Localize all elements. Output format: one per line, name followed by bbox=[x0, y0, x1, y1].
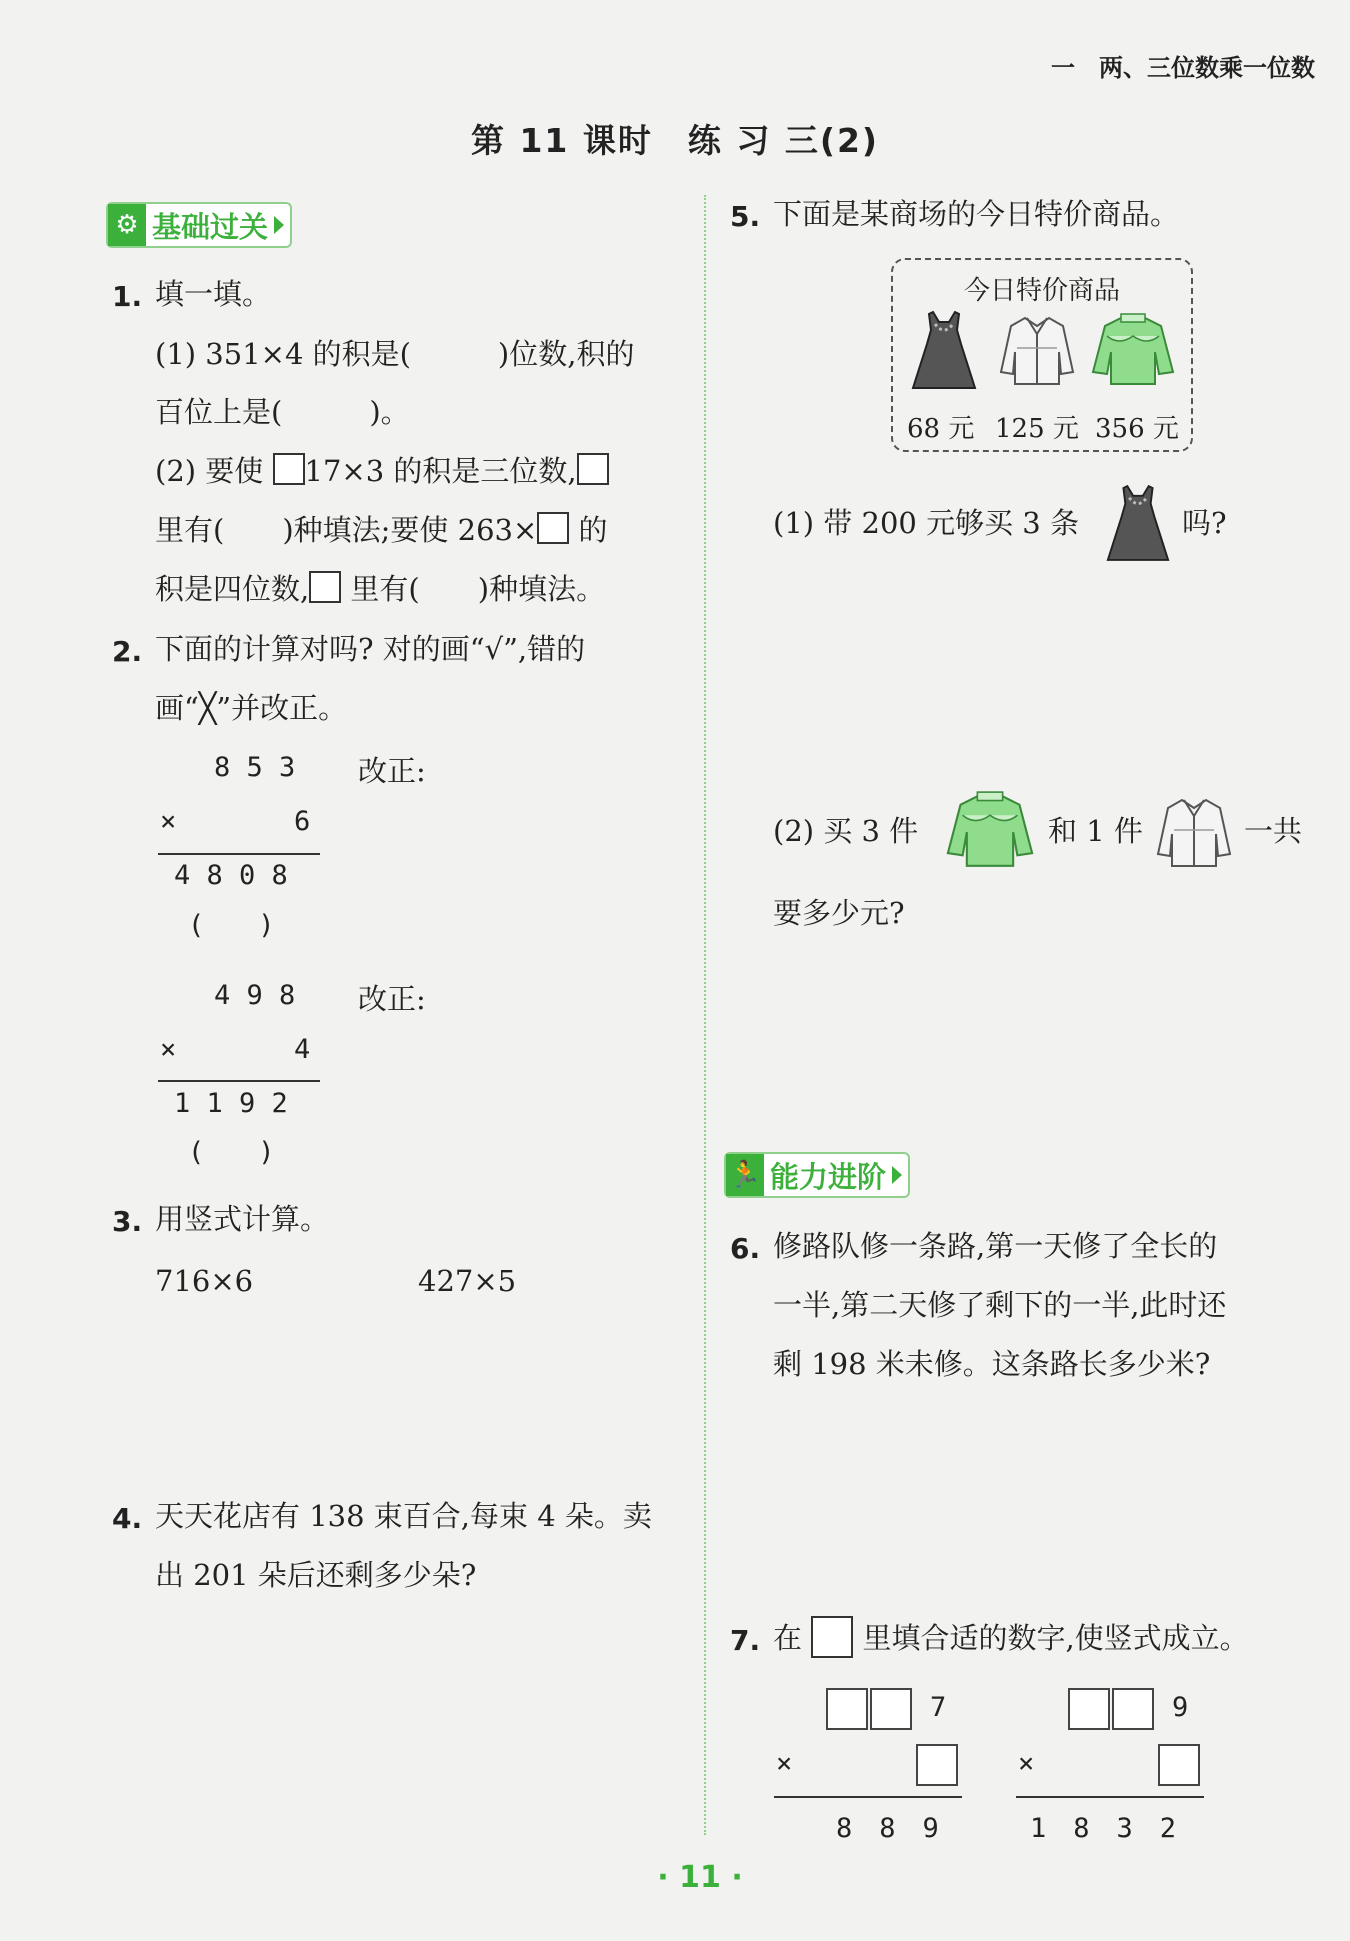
q5-text: 下面是某商场的今日特价商品。 bbox=[773, 197, 1180, 231]
q6-line1: 修路队修一条路,第一天修了全长的 bbox=[773, 1229, 1218, 1263]
calc1-judge[interactable]: ( ) bbox=[188, 910, 275, 941]
blank-box[interactable] bbox=[577, 453, 609, 485]
section-basic-badge bbox=[106, 202, 292, 248]
q1-b-line3: 积是四位数, 里有( )种填法。 bbox=[155, 572, 606, 606]
q4-line2: 出 201 朵后还剩多少朵? bbox=[155, 1558, 477, 1592]
q7-number: 7. bbox=[730, 1624, 761, 1657]
puzzle1-digit: 7 bbox=[930, 1692, 947, 1723]
q5-sub1-text: (1) 带 200 元够买 3 条 bbox=[773, 506, 1079, 540]
calc2-fix-label: 改正: bbox=[358, 982, 426, 1016]
puzzle2-box[interactable] bbox=[1112, 1688, 1154, 1730]
q1-b-line2: 里有( )种填法;要使 263× 的 bbox=[155, 513, 608, 547]
price-dress: 68 元 bbox=[907, 414, 975, 444]
special-offer-card bbox=[891, 258, 1193, 452]
calc1-op: × bbox=[160, 806, 177, 837]
page-number: · 11 · bbox=[657, 1860, 743, 1895]
chapter-header: 一 两、三位数乘一位数 bbox=[1051, 54, 1315, 82]
q6-line2: 一半,第二天修了剩下的一半,此时还 bbox=[773, 1288, 1227, 1322]
arrow-icon bbox=[274, 216, 284, 234]
sweater-icon bbox=[1089, 312, 1177, 388]
sweater-icon bbox=[942, 790, 1038, 870]
q3-text: 用竖式计算。 bbox=[155, 1202, 330, 1236]
puzzle1-op: × bbox=[776, 1748, 793, 1779]
q6-line3: 剩 198 米未修。这条路长多少米? bbox=[773, 1347, 1211, 1381]
q3-expr1: 716×6 bbox=[155, 1264, 254, 1298]
puzzle2-box[interactable] bbox=[1158, 1744, 1200, 1786]
puzzle1-box[interactable] bbox=[916, 1744, 958, 1786]
q2-line2: 画“╳”并改正。 bbox=[155, 691, 348, 725]
blank-box bbox=[811, 1616, 853, 1658]
calc2-top: 4 9 8 bbox=[214, 980, 296, 1011]
jacket-icon bbox=[1152, 794, 1236, 870]
runner-icon: 🏃 bbox=[726, 1154, 764, 1196]
puzzle1-rule bbox=[774, 1796, 962, 1798]
puzzle2-op: × bbox=[1018, 1748, 1035, 1779]
q5-sub2-text-c: 一共 bbox=[1244, 814, 1303, 848]
blank-box[interactable] bbox=[273, 453, 305, 485]
column-divider bbox=[704, 195, 706, 1835]
dot-icon: · bbox=[731, 1860, 743, 1895]
jacket-icon bbox=[997, 312, 1077, 388]
price-sweater: 356 元 bbox=[1095, 414, 1179, 444]
page-title: 第 11 课时 练 习 三(2) bbox=[470, 121, 879, 160]
calc1-mult: 6 bbox=[294, 806, 311, 837]
q3-expr2: 427×5 bbox=[418, 1264, 517, 1298]
puzzle1-result: 8 8 9 bbox=[836, 1813, 939, 1844]
q6-number: 6. bbox=[730, 1232, 761, 1265]
q4-line1: 天天花店有 138 束百合,每束 4 朵。卖 bbox=[155, 1499, 652, 1533]
q5-sub1-end: 吗? bbox=[1182, 506, 1227, 540]
q4-number: 4. bbox=[112, 1502, 143, 1535]
q2-line1: 下面的计算对吗? 对的画“√”,错的 bbox=[155, 632, 586, 666]
q7-line: 在 里填合适的数字,使竖式成立。 bbox=[773, 1609, 1249, 1668]
calc1-result: 4 8 0 8 bbox=[174, 860, 288, 891]
calc2-rule bbox=[158, 1080, 320, 1082]
puzzle2-rule bbox=[1016, 1796, 1204, 1798]
q3-number: 3. bbox=[112, 1205, 143, 1238]
dress-icon bbox=[1104, 478, 1172, 568]
card-title: 今日特价商品 bbox=[963, 276, 1120, 306]
q5-sub2-text-d: 要多少元? bbox=[773, 896, 905, 930]
calc1-top: 8 5 3 bbox=[214, 752, 296, 783]
puzzle1-box[interactable] bbox=[870, 1688, 912, 1730]
calc2-judge[interactable]: ( ) bbox=[188, 1137, 275, 1168]
puzzle2-box[interactable] bbox=[1068, 1688, 1110, 1730]
puzzle2-digit: 9 bbox=[1172, 1692, 1189, 1723]
arrow-icon bbox=[892, 1166, 902, 1184]
section-basic-label: 基础过关 bbox=[152, 209, 269, 244]
dress-icon bbox=[909, 308, 979, 392]
blank-box[interactable] bbox=[537, 512, 569, 544]
section-advanced-label: 能力进阶 bbox=[770, 1159, 887, 1194]
calc1-rule bbox=[158, 853, 320, 855]
q5-sub2-text-a: (2) 买 3 件 bbox=[773, 814, 919, 848]
dot-icon: · bbox=[657, 1860, 669, 1895]
q5-sub2-text-b: 和 1 件 bbox=[1048, 814, 1143, 848]
calc1-fix-label: 改正: bbox=[358, 754, 426, 788]
q1-a-line2: 百位上是( )。 bbox=[155, 395, 410, 429]
q1-b-line1: (2) 要使 17×3 的积是三位数, bbox=[155, 442, 609, 501]
puzzle1-box[interactable] bbox=[826, 1688, 868, 1730]
puzzle2-result: 1 8 3 2 bbox=[1030, 1813, 1177, 1844]
calc2-result: 1 1 9 2 bbox=[174, 1088, 288, 1119]
q1-a-line1: (1) 351×4 的积是( )位数,积的 bbox=[155, 337, 635, 371]
q2-number: 2. bbox=[112, 635, 143, 668]
q5-number: 5. bbox=[730, 200, 761, 233]
gear-icon: ⚙ bbox=[108, 204, 146, 246]
q1-number: 1. bbox=[112, 280, 143, 313]
calc2-mult: 4 bbox=[294, 1034, 311, 1065]
calc2-op: × bbox=[160, 1034, 177, 1065]
section-advanced-badge bbox=[724, 1152, 910, 1198]
blank-box[interactable] bbox=[309, 571, 341, 603]
price-jacket: 125 元 bbox=[995, 414, 1079, 444]
q1-text: 填一填。 bbox=[155, 277, 272, 311]
